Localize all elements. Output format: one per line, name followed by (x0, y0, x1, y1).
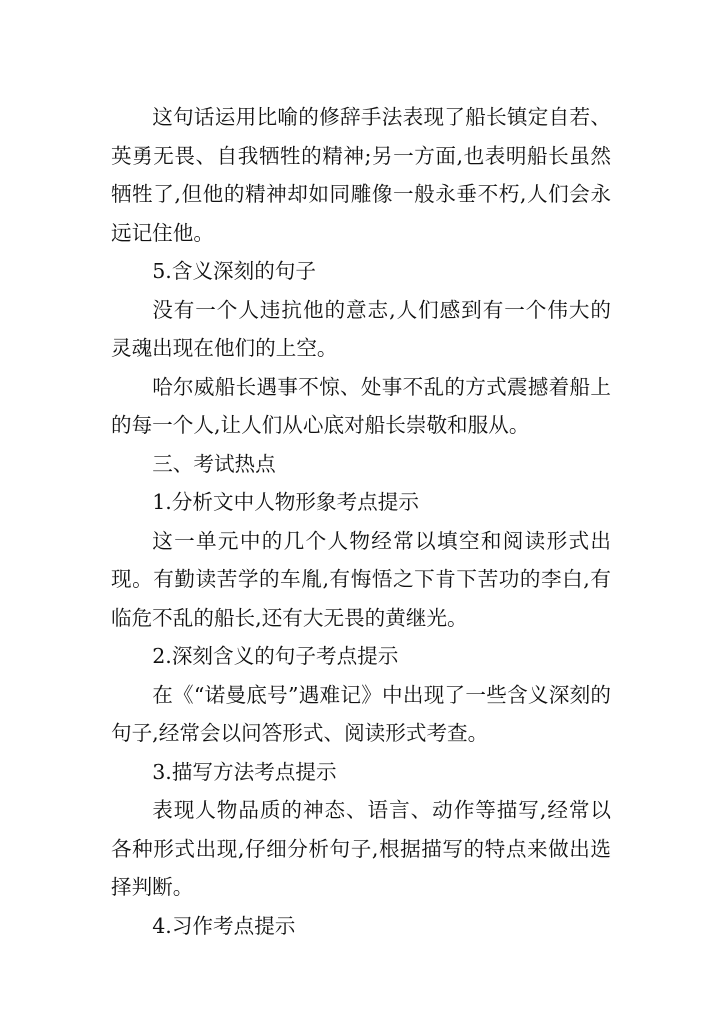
paragraph-deep-meaning-sentences: 在《“诺曼底号”遇难记》中出现了一些含义深刻的句子,经常会以问答形式、阅读形式考查。 (111, 682, 611, 745)
heading-profound-sentences: 5.含义深刻的句子 (152, 259, 316, 283)
paragraph-description-methods: 表现人物品质的神态、语言、动作等描写,经常以各种形式出现,仔细分析句子,根据描写的特点来做出选择判断。 (111, 798, 611, 899)
heading-deep-meaning-sentences: 2.深刻含义的句子考点提示 (152, 644, 399, 668)
heading-character-analysis: 1.分析文中人物形象考点提示 (152, 490, 419, 514)
heading-writing-tips: 4.习作考点提示 (152, 913, 296, 938)
heading-exam-hotspots: 三、考试热点 (152, 451, 276, 476)
document-body (111, 98, 611, 945)
paragraph-character-analysis: 这一单元中的几个人物经常以填空和阅读形式出现。有勤读苦学的车胤,有悔悟之下肯下苦功的李白,有临危不乱的船长,还有大无畏的黄继光。 (111, 528, 611, 630)
heading-description-methods: 3.描写方法考点提示 (152, 759, 337, 784)
paragraph-quote-will: 没有一个人违抗他的意志,人们感到有一个伟大的灵魂出现在他们的上空。 (111, 297, 611, 360)
paragraph-metaphor-analysis: 这句话运用比喻的修辞手法表现了船长镇定自若、英勇无畏、自我牺牲的精神;另一方面,也表明船长虽然牺牲了,但他的精神却如同雕像一般永垂不朽,人们会永远记住他。 (111, 105, 611, 245)
paragraph-captain-calm: 哈尔威船长遇事不惊、处事不乱的方式震撼着船上的每一个人,让人们从心底对船长崇敬和服从。 (111, 374, 611, 437)
